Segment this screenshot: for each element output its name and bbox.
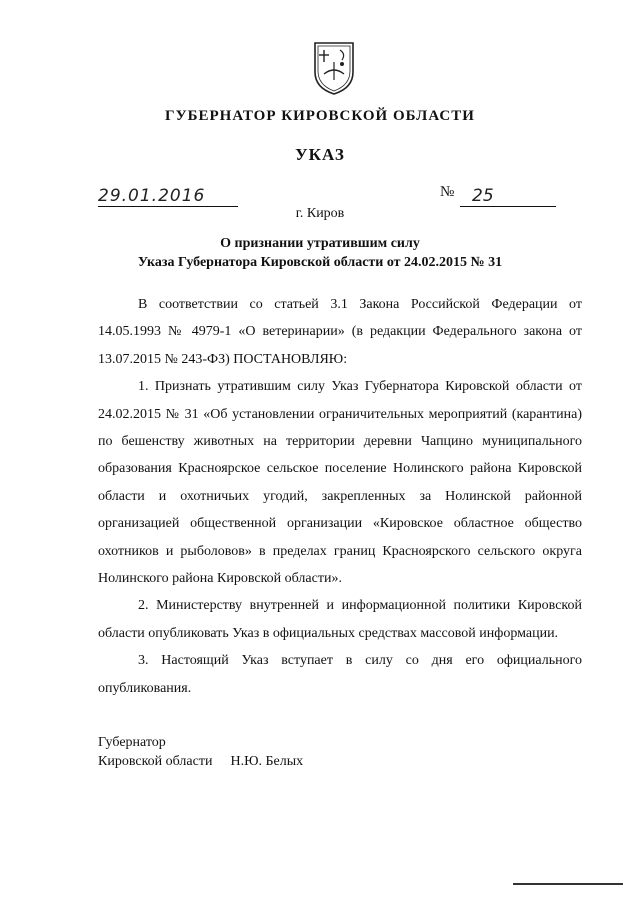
- decree-body: [98, 291, 582, 702]
- paragraph-item-2: 2. Министерству внутренней и информационной политики Кировской области опубликовать Указ в официальных средствах массовой информации.: [98, 598, 582, 641]
- heading-line-2: Указа Губернатора Кировской области от 24.02.2015 № 31: [137, 255, 503, 270]
- document-type: УКАЗ: [295, 145, 345, 164]
- decree-date: 29.01.2016: [98, 186, 238, 207]
- signature-block: [98, 733, 303, 771]
- decree-number: 25: [460, 186, 556, 207]
- footer-divider: [513, 883, 623, 885]
- authority-title: ГУБЕРНАТОР КИРОВСКОЙ ОБЛАСТИ: [165, 108, 475, 124]
- paragraph-preamble: В соответствии со статьей 3.1 Закона Российской Федерации от 14.05.1993 № 4979-1 «О ветеринарии» (в редакции Федерального закона от 13.07.2015 № 243-ФЗ) ПОСТАНОВЛЯЮ:: [98, 297, 582, 367]
- signatory-position-1: Губернатор: [98, 735, 166, 750]
- paragraph-item-3: 3. Настоящий Указ вступает в силу со дня его официального опубликования.: [98, 653, 582, 696]
- number-label: №: [440, 184, 455, 200]
- signatory-name: Н.Ю. Белых: [230, 754, 304, 769]
- coat-of-arms-emblem: [312, 40, 356, 96]
- signatory-position-2: Кировской области: [98, 754, 213, 769]
- heading-line-1: О признании утратившим силу: [220, 236, 420, 251]
- paragraph-item-1: 1. Признать утратившим силу Указ Губернатора Кировской области от 24.02.2015 № 31 «Об установлении ограничительных мероприятий (карантина) по бешенству животных на территории деревни Чапцино муниципального образования Красноярское сельское поселение Нолинского района Кировской области и охотничьих угодий, закрепленных за Нолинской районной организацией общественной организации «Кировское областное общество охотников и рыболовов» в пределах границ Красноярского сельского округа Нолинского района Кировской области».: [98, 379, 582, 587]
- city: г. Киров: [295, 206, 345, 221]
